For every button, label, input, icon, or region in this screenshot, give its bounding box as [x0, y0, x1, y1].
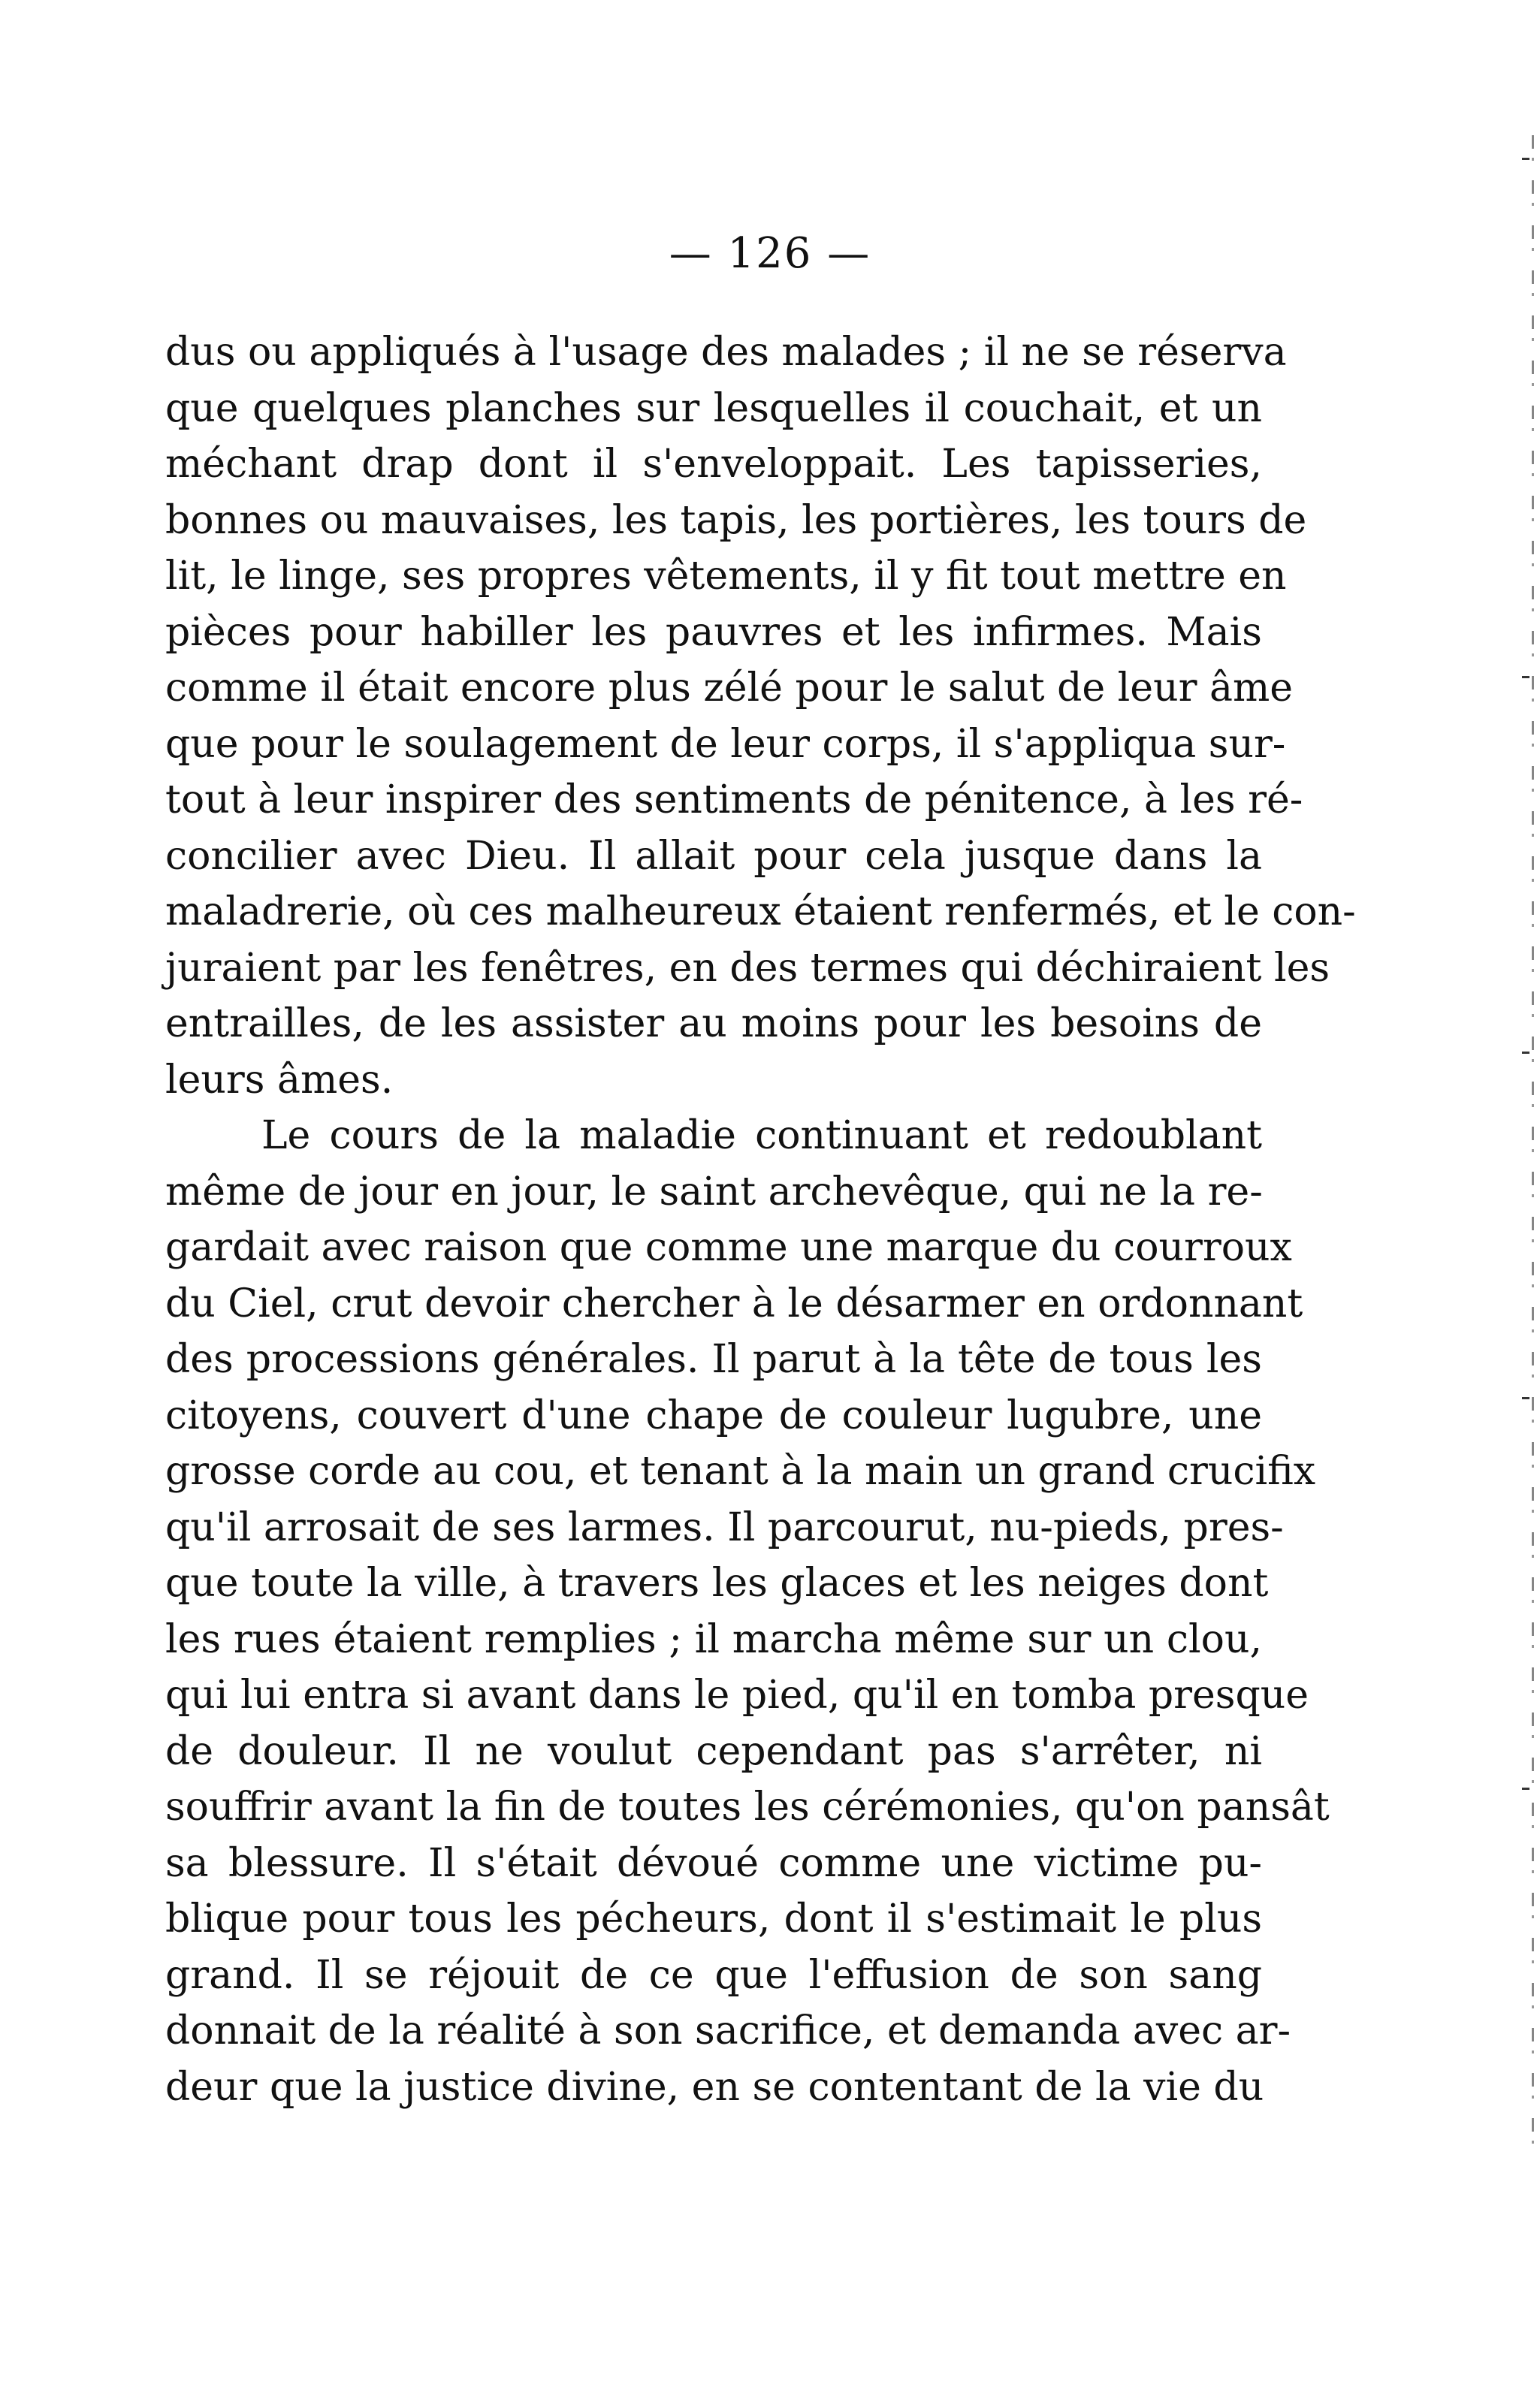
text-line: tout à leur inspirer des sentiments de pénitence, à les ré-	[165, 777, 1303, 822]
text-line: souffrir avant la fin de toutes les cérémonies, qu'on pansât	[165, 1785, 1330, 1830]
text-line: du Ciel, crut devoir chercher à le désarmer en ordonnant	[165, 1281, 1303, 1326]
scan-mark	[1522, 158, 1529, 160]
body-text	[165, 324, 1356, 2115]
text-line: deur que la justice divine, en se contentant de la vie du	[165, 2064, 1264, 2110]
text-line: les rues étaient remplies ; il marcha même sur un clou,	[165, 1616, 1262, 1662]
text-line: citoyens, couvert d'une chape de couleur lugubre, une	[165, 1393, 1262, 1438]
scan-mark	[1522, 676, 1529, 678]
text-line: des processions générales. Il parut à la tête de tous les	[165, 1337, 1262, 1382]
text-line: comme il était encore plus zélé pour le salut de leur âme	[165, 665, 1294, 711]
scan-edge-artifact	[1532, 135, 1534, 2163]
text-line: Le cours de la maladie continuant et redoublant	[261, 1113, 1262, 1158]
text-line: pièces pour habiller les pauvres et les infirmes. Mais	[165, 609, 1262, 655]
text-line: que pour le soulagement de leur corps, il s'appliqua sur-	[165, 721, 1286, 767]
text-line: que quelques planches sur lesquelles il couchait, et un	[165, 385, 1262, 431]
text-line: maladrerie, où ces malheureux étaient renfermés, et le con-	[165, 889, 1356, 934]
paragraph-2	[165, 1108, 1330, 2115]
text-line: que toute la ville, à travers les glaces et les neiges dont	[165, 1561, 1269, 1606]
text-line: blique pour tous les pécheurs, dont il s'estimait le plus	[165, 1897, 1262, 1942]
scan-mark	[1522, 1397, 1529, 1399]
text-line: grosse corde au cou, et tenant à la main un grand crucifix	[165, 1449, 1316, 1494]
text-line: qui lui entra si avant dans le pied, qu'il en tomba presque	[165, 1673, 1309, 1718]
text-line: de douleur. Il ne voulut cependant pas s'arrêter, ni	[165, 1728, 1262, 1774]
scan-mark	[1522, 1052, 1529, 1054]
page-number: — 126 —	[669, 229, 871, 278]
text-line: méchant drap dont il s'enveloppait. Les tapisseries,	[165, 442, 1262, 487]
text-line: donnait de la réalité à son sacrifice, et demanda avec ar-	[165, 2008, 1291, 2053]
text-line: entrailles, de les assister au moins pour les besoins de	[165, 1001, 1262, 1046]
text-line: même de jour en jour, le saint archevêque, qui ne la re-	[165, 1169, 1263, 1215]
text-line: juraient par les fenêtres, en des termes qui déchiraient les	[165, 945, 1330, 991]
text-line: grand. Il se réjouit de ce que l'effusion de son sang	[165, 1952, 1262, 1998]
text-line: dus ou appliqués à l'usage des malades ; il ne se réserva	[165, 330, 1287, 375]
scan-mark	[1522, 1788, 1529, 1790]
text-line: leurs âmes.	[165, 1057, 394, 1103]
text-line: sa blessure. Il s'était dévoué comme une victime pu-	[165, 1840, 1262, 1886]
text-line: gardait avec raison que comme une marque du courroux	[165, 1225, 1292, 1270]
text-line: lit, le linge, ses propres vêtements, il y fit tout mettre en	[165, 554, 1287, 599]
text-line: qu'il arrosait de ses larmes. Il parcourut, nu-pieds, pres-	[165, 1504, 1284, 1550]
paragraph-1	[165, 324, 1356, 1108]
text-line: bonnes ou mauvaises, les tapis, les portières, les tours de	[165, 497, 1307, 543]
text-line: concilier avec Dieu. Il allait pour cela jusque dans la	[165, 833, 1262, 879]
